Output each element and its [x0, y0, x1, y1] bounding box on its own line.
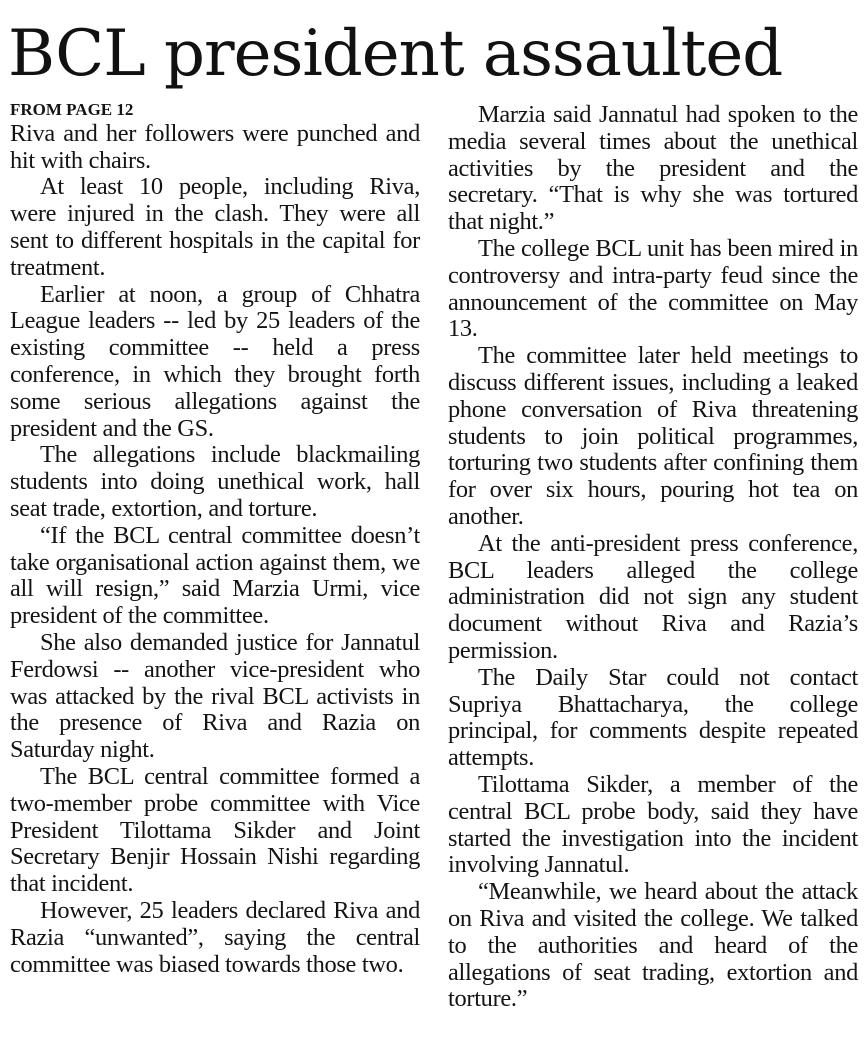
article-column-left	[10, 102, 420, 978]
paragraph: The college BCL unit has been mired in controversy and intra-party feud since the announcement of the committee on May 13.	[448, 234, 858, 343]
paragraph: The BCL central committee formed a two-member probe committee with Vice President Tilottama Sikder and Joint Secretary Benjir Hossain Nishi regarding that incident.	[10, 762, 420, 898]
paragraph-continued: However, 25 leaders declared Riva and Razia “unwanted”, saying the central committee was biased towards those two.	[10, 896, 420, 978]
article-column-right	[448, 102, 858, 1013]
paragraph: At least 10 people, including Riva, were injured in the clash. They were all sent to different hospitals in the capital for treatment.	[10, 173, 420, 281]
paragraph: Tilottama Sikder, a member of the central BCL probe body, said they have started the investigation into the incident involving Jannatul.	[448, 770, 858, 879]
paragraph: “If the BCL central committee doesn’t take organisational action against them, we all will resign,” said Marzia Urmi, vice president of the committee.	[10, 521, 420, 630]
continued-from-label: FROM PAGE 12	[10, 100, 134, 119]
paragraph: Riva and her followers were punched and hit with chairs.	[10, 119, 420, 174]
paragraph: “Meanwhile, we heard about the attack on Riva and visited the college. We talked to the authorities and heard of the allegations of seat trading, extortion and torture.”	[448, 878, 858, 1013]
paragraph: Earlier at noon, a group of Chhatra League leaders -- led by 25 leaders of the existing committee -- held a press conference, in which they brought forth some serious allegations against the president and the GS.	[10, 280, 420, 442]
paragraph: Marzia said Jannatul had spoken to the media several times about the unethical activities by the president and the secretary. “That is why she was tortured that night.”	[448, 101, 858, 236]
headline: BCL president assaulted	[8, 17, 783, 91]
paragraph: The committee later held meetings to discuss different issues, including a leaked phone conversation of Riva threatening students to join political programmes, torturing two students after confining them for over six hours, pouring hot tea on another.	[448, 342, 858, 530]
paragraph: She also demanded justice for Jannatul Ferdowsi -- another vice-president who was attacked by the rival BCL activists in the presence of Riva and Razia on Saturday night.	[10, 628, 420, 764]
paragraph: The allegations include blackmailing students into doing unethical work, hall seat trade, extortion, and torture.	[10, 441, 420, 522]
paragraph: At the anti-president press conference, BCL leaders alleged the college administration did not sign any student document without Riva and Razia’s permission.	[448, 529, 858, 664]
paragraph: The Daily Star could not contact Supriya Bhattacharya, the college principal, for comments despite repeated attempts.	[448, 663, 858, 772]
